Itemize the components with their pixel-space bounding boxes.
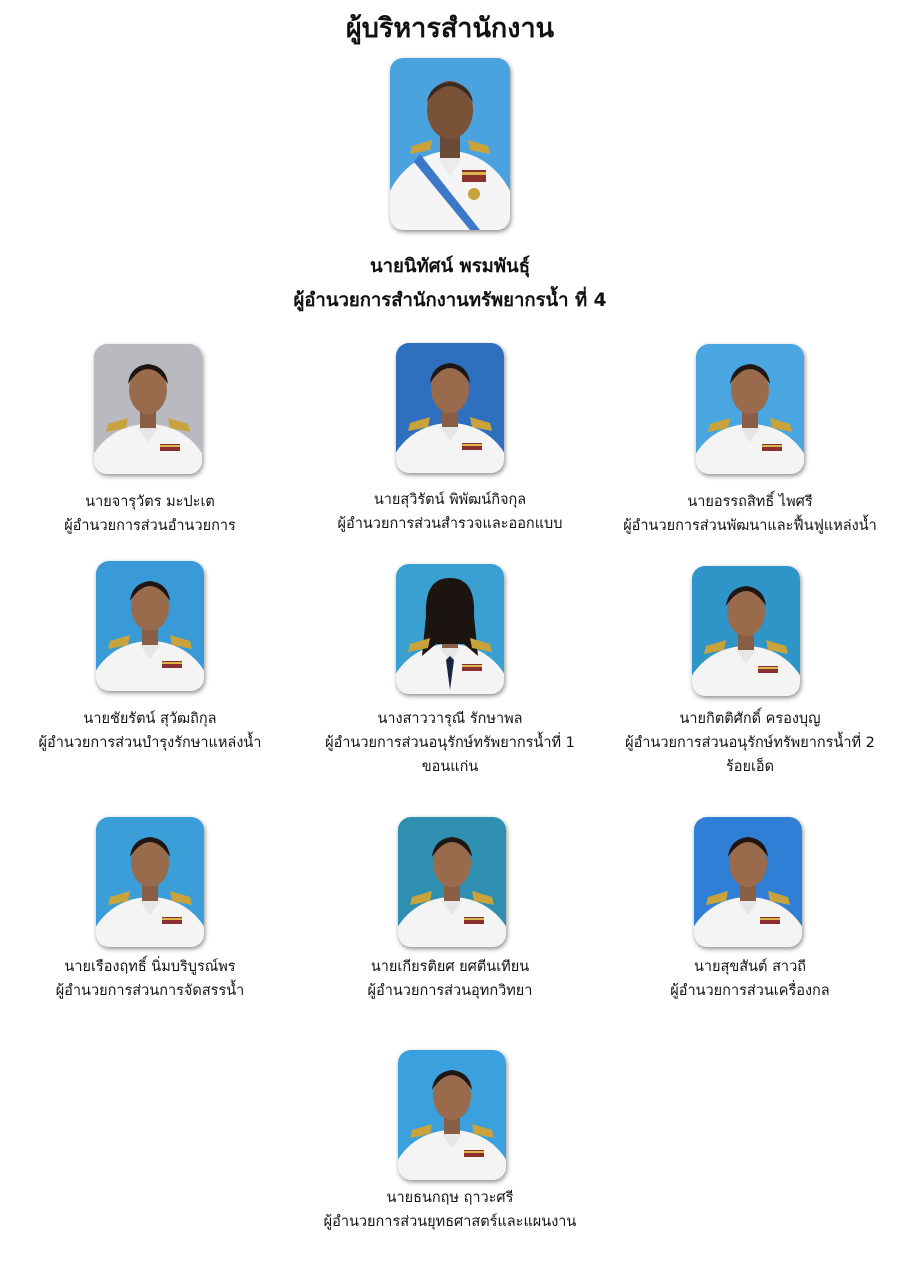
portrait-image [398, 1050, 506, 1180]
portrait-image [694, 817, 802, 947]
portrait-image [696, 344, 804, 474]
staff-portrait-photo [396, 343, 504, 473]
staff-position: ผู้อำนวยการส่วนอำนวยการ [64, 518, 236, 534]
staff-name: นางสาววารุณี รักษาพล [377, 711, 523, 727]
staff-name: นายธนกฤษ ฤาวะศรี [386, 1190, 514, 1206]
staff-position: ผู้อำนวยการส่วนอนุรักษ์ทรัพยากรน้ำที่ 2 [625, 735, 875, 751]
staff-name: นายอรรถสิทธิ์ ไพศรี [687, 494, 813, 510]
portrait-image [692, 566, 800, 696]
staff-caption [0, 707, 300, 755]
staff-name: นายสุขสันต์ สาวถี [693, 959, 806, 975]
portrait-image [390, 58, 510, 230]
staff-caption [0, 955, 300, 1003]
staff-portrait-photo [694, 817, 802, 947]
staff-portrait-photo [398, 817, 506, 947]
staff-position: ผู้อำนวยการส่วนอุทกวิทยา [367, 983, 533, 999]
staff-caption [300, 707, 600, 779]
staff-position: ผู้อำนวยการส่วนยุทธศาสตร์และแผนงาน [323, 1214, 577, 1230]
page-title: ผู้บริหารสำนักงาน [345, 13, 555, 44]
staff-caption [600, 707, 900, 779]
staff-caption [300, 955, 600, 1003]
portrait-image [96, 561, 204, 691]
portrait-image [398, 817, 506, 947]
portrait-image [94, 344, 202, 474]
staff-portrait-photo [696, 344, 804, 474]
staff-portrait-photo [96, 817, 204, 947]
portrait-image [396, 343, 504, 473]
staff-caption [600, 490, 900, 538]
staff-portrait-photo [96, 561, 204, 691]
staff-position: ผู้อำนวยการส่วนอนุรักษ์ทรัพยากรน้ำที่ 1 [325, 735, 575, 751]
head-name: นายนิทัศน์ พรมพันธุ์ [369, 256, 530, 277]
staff-position: ผู้อำนวยการส่วนบำรุงรักษาแหล่งน้ำ [38, 735, 262, 751]
staff-portrait-photo [398, 1050, 506, 1180]
portrait-image [96, 817, 204, 947]
portrait-image [396, 564, 504, 694]
staff-name: นายสุวิรัตน์ พิพัฒน์กิจกุล [373, 492, 527, 508]
staff-caption [300, 1186, 600, 1234]
staff-portrait-photo [692, 566, 800, 696]
staff-caption [600, 955, 900, 1003]
staff-position: ขอนแก่น [421, 759, 479, 775]
staff-name: นายชัยรัตน์ สุวัฒถิกุล [83, 711, 217, 727]
staff-position: ผู้อำนวยการส่วนการจัดสรรน้ำ [55, 983, 245, 999]
staff-caption [300, 488, 600, 536]
staff-name: นายกิตติศักดิ์ ครองบุญ [679, 711, 821, 727]
staff-name: นายเรืองฤทธิ์ นิ่มบริบูรณ์พร [64, 959, 236, 975]
staff-position: ผู้อำนวยการส่วนสำรวจและออกแบบ [337, 516, 563, 532]
head-caption [150, 250, 750, 318]
staff-portrait-photo [94, 344, 202, 474]
staff-position: ผู้อำนวยการส่วนพัฒนาและฟื้นฟูแหล่งน้ำ [623, 518, 877, 534]
staff-portrait-photo [396, 564, 504, 694]
staff-position: ผู้อำนวยการส่วนเครื่องกล [670, 983, 830, 999]
head-portrait-photo [390, 58, 510, 230]
staff-position: ร้อยเอ็ด [725, 759, 775, 775]
staff-name: นายเกียรติยศ ยศตีนเทียน [370, 959, 530, 975]
staff-name: นายจารุวัตร มะปะเต [85, 494, 215, 510]
staff-caption [0, 490, 300, 538]
head-position: ผู้อำนวยการสำนักงานทรัพยากรน้ำ ที่ 4 [293, 290, 607, 311]
